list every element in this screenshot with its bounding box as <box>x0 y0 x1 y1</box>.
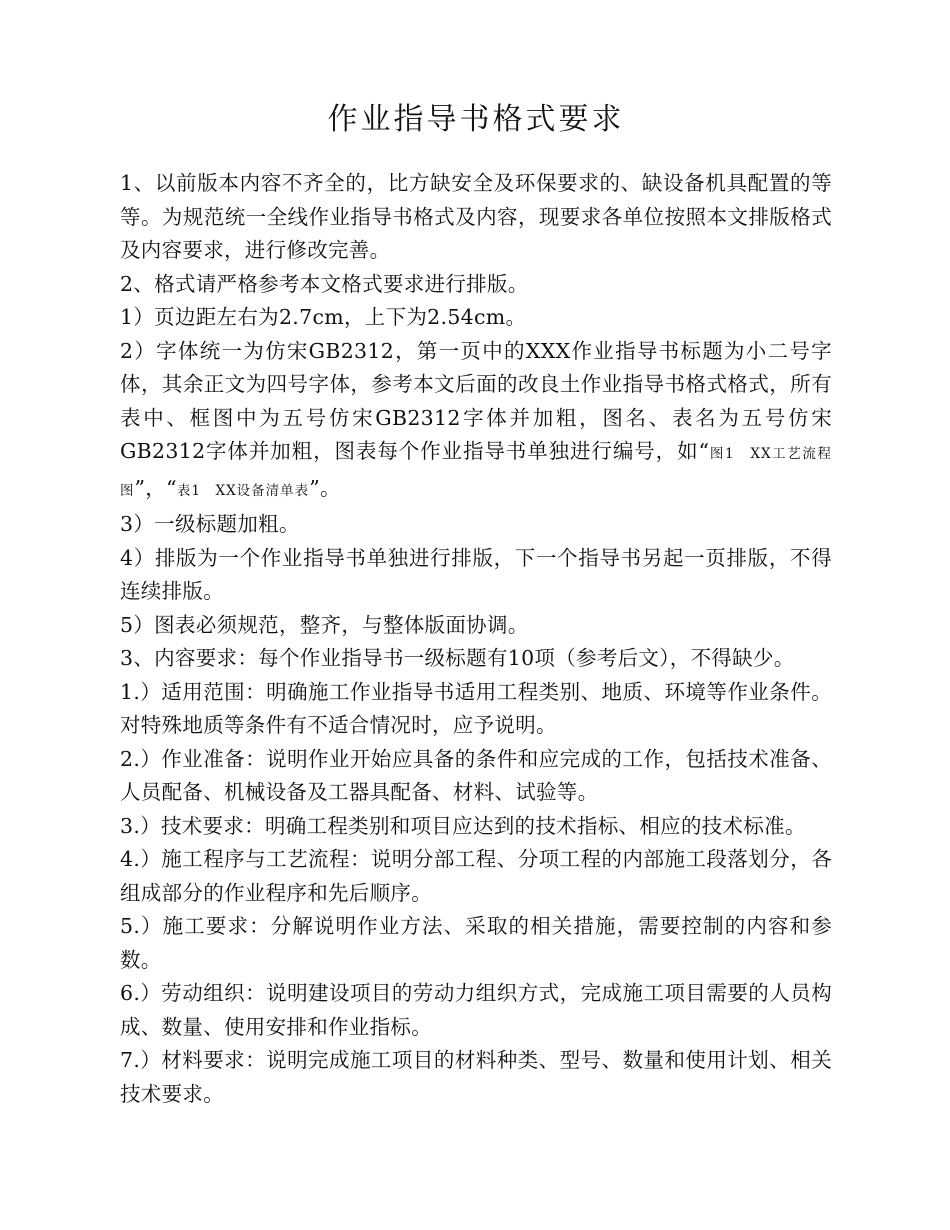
paragraph-content-requirements: 3、内容要求：每个作业指导书一级标题有10项（参考后文），不得缺少。 <box>120 646 795 670</box>
fonts-text-end: ”。 <box>309 475 341 500</box>
paragraph-technical: 3.）技术要求：明确工程类别和项目应达到的技术指标、相应的技术标准。 <box>120 813 806 838</box>
table-caption-example: 表1 XX设备清单表 <box>176 482 310 499</box>
paragraph-margins: 1）页边距左右为2.7cm，上下为2.54cm。 <box>120 305 527 329</box>
paragraph-scope: 1.）适用范围：明确施工作业指导书适用工程类别、地质、环境等作业条件。对特殊地质等条件有不适合情况时，应予说明。 <box>120 679 832 737</box>
figure-caption-example: 图1 XX工艺流程图 <box>120 446 833 499</box>
document-body <box>120 167 832 1111</box>
page-title: 作业指导书格式要求 <box>327 102 625 137</box>
paragraph-labor: 6.）劳动组织：说明建设项目的劳动力组织方式，完成施工项目需要的人员构成、数量、使用安排和作业指标。 <box>120 981 832 1039</box>
paragraph-fonts <box>120 335 832 509</box>
document-page <box>120 0 832 1230</box>
fonts-text-mid: ”，“ <box>134 475 177 500</box>
paragraph-materials: 7.）材料要求：说明完成施工项目的材料种类、型号、数量和使用计划、相关技术要求。 <box>120 1048 832 1106</box>
paragraph-preparation: 2.）作业准备：说明作业开始应具备的条件和应完成的工作，包括技术准备、人员配备、机械设备及工器具配备、材料、试验等。 <box>120 746 832 804</box>
paragraph-charts-standard: 5）图表必须规范，整齐，与整体版面协调。 <box>120 612 529 637</box>
paragraph-procedure: 4.）施工程序与工艺流程：说明分部工程、分项工程的内部施工段落划分，各组成部分的作业程序和先后顺序。 <box>120 847 832 905</box>
paragraph-heading-bold: 3）一级标题加粗。 <box>120 512 300 536</box>
paragraph-layout-separate: 4）排版为一个作业指导书单独进行排版，下一个指导书另起一页排版，不得连续排版。 <box>120 545 832 603</box>
paragraph-construction: 5.）施工要求：分解说明作业方法、采取的相关措施，需要控制的内容和参数。 <box>120 914 832 972</box>
paragraph-1: 1、以前版本内容不齐全的，比方缺安全及环保要求的、缺设备机具配置的等等。为规范统一全线作业指导书格式及内容，现要求各单位按照本文排版格式及内容要求，进行修改完善。 <box>120 171 832 262</box>
fonts-text-main: 2）字体统一为仿宋GB2312，第一页中的XXX作业指导书标题为小二号字体，其余正文为四号字体，参考本文后面的改良土作业指导书格式格式，所有表中、框图中为五号仿宋GB2312字体并加粗，图名、表名为五号仿宋GB2312字体并加粗，图表每个作业指导书单独进行编号，如“ <box>120 338 832 463</box>
paragraph-2: 2、格式请严格参考本文格式要求进行排版。 <box>120 271 529 296</box>
